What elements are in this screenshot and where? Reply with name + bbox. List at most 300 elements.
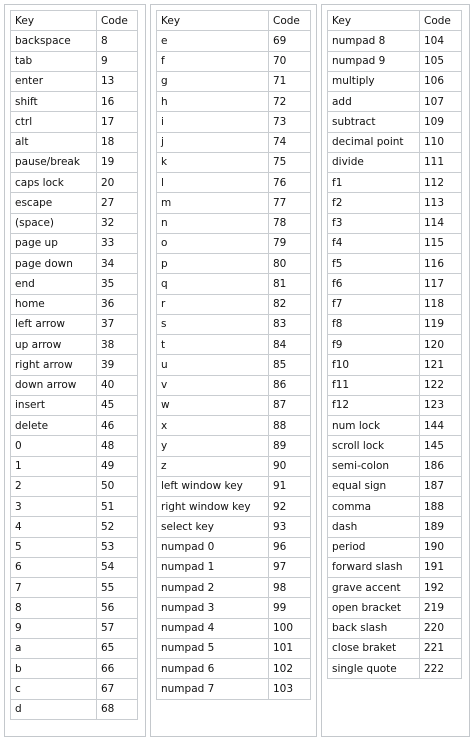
- key-name-cell: x: [157, 416, 269, 436]
- table-row: [11, 213, 138, 233]
- key-name-cell: e: [157, 31, 269, 51]
- key-code-cell: 192: [420, 578, 462, 598]
- table-row: [157, 355, 311, 375]
- key-name-cell: l: [157, 173, 269, 193]
- table-row: [157, 436, 311, 456]
- key-name-cell: (space): [11, 213, 97, 233]
- key-code-cell: 121: [420, 355, 462, 375]
- table-row: [11, 173, 138, 193]
- table-row: [328, 294, 462, 314]
- key-code-cell: 17: [97, 112, 138, 132]
- table-row: [328, 51, 462, 71]
- key-name-cell: f: [157, 51, 269, 71]
- key-code-cell: 75: [269, 152, 311, 172]
- key-code-cell: 187: [420, 476, 462, 496]
- key-name-cell: down arrow: [11, 375, 97, 395]
- key-code-cell: 98: [269, 578, 311, 598]
- key-name-cell: f10: [328, 355, 420, 375]
- table-row: [11, 497, 138, 517]
- key-code-cell: 72: [269, 92, 311, 112]
- table-row: [157, 173, 311, 193]
- table-row: [157, 497, 311, 517]
- key-code-cell: 113: [420, 193, 462, 213]
- key-name-cell: insert: [11, 395, 97, 415]
- table-row: [328, 497, 462, 517]
- table-row: [328, 578, 462, 598]
- key-code-cell: 18: [97, 132, 138, 152]
- table-row: [11, 335, 138, 355]
- table-row: [328, 375, 462, 395]
- table-row: [157, 537, 311, 557]
- table-row: [328, 476, 462, 496]
- key-name-cell: f2: [328, 193, 420, 213]
- table-row: [11, 274, 138, 294]
- key-name-cell: k: [157, 152, 269, 172]
- table-row: [328, 254, 462, 274]
- key-name-cell: forward slash: [328, 557, 420, 577]
- table-row: [328, 213, 462, 233]
- key-code-cell: 51: [97, 497, 138, 517]
- key-code-cell: 219: [420, 598, 462, 618]
- key-code-cell: 104: [420, 31, 462, 51]
- key-name-cell: 0: [11, 436, 97, 456]
- key-name-cell: scroll lock: [328, 436, 420, 456]
- key-code-cell: 110: [420, 132, 462, 152]
- key-name-cell: g: [157, 71, 269, 91]
- key-name-cell: pause/break: [11, 152, 97, 172]
- key-code-cell: 19: [97, 152, 138, 172]
- table-row: [11, 618, 138, 638]
- key-code-cell: 190: [420, 537, 462, 557]
- key-name-cell: numpad 5: [157, 638, 269, 658]
- key-name-cell: ctrl: [11, 112, 97, 132]
- table-header-row: [157, 11, 311, 31]
- key-name-cell: 7: [11, 578, 97, 598]
- key-code-cell: 101: [269, 638, 311, 658]
- key-code-cell: 49: [97, 456, 138, 476]
- key-code-cell: 116: [420, 254, 462, 274]
- key-name-cell: page down: [11, 254, 97, 274]
- key-name-cell: back slash: [328, 618, 420, 638]
- table-row: [328, 638, 462, 658]
- key-name-cell: subtract: [328, 112, 420, 132]
- table-row: [11, 659, 138, 679]
- key-code-cell: 52: [97, 517, 138, 537]
- key-code-cell: 68: [97, 699, 138, 719]
- key-name-cell: single quote: [328, 659, 420, 679]
- table-row: [157, 375, 311, 395]
- key-name-cell: caps lock: [11, 173, 97, 193]
- key-name-cell: numpad 2: [157, 578, 269, 598]
- key-code-cell: 145: [420, 436, 462, 456]
- key-name-cell: home: [11, 294, 97, 314]
- table-row: [328, 71, 462, 91]
- key-name-cell: numpad 4: [157, 618, 269, 638]
- column-header-key: Key: [11, 11, 97, 31]
- key-name-cell: 2: [11, 476, 97, 496]
- table-row: [157, 517, 311, 537]
- key-code-cell: 88: [269, 416, 311, 436]
- keycode-table: [156, 10, 311, 700]
- key-name-cell: r: [157, 294, 269, 314]
- table-row: [328, 618, 462, 638]
- key-code-cell: 112: [420, 173, 462, 193]
- key-code-cell: 38: [97, 335, 138, 355]
- key-code-cell: 86: [269, 375, 311, 395]
- table-row: [328, 456, 462, 476]
- key-name-cell: f7: [328, 294, 420, 314]
- key-name-cell: m: [157, 193, 269, 213]
- key-name-cell: tab: [11, 51, 97, 71]
- key-code-cell: 96: [269, 537, 311, 557]
- key-code-cell: 90: [269, 456, 311, 476]
- key-name-cell: left window key: [157, 476, 269, 496]
- key-name-cell: numpad 1: [157, 557, 269, 577]
- key-code-cell: 73: [269, 112, 311, 132]
- table-row: [11, 375, 138, 395]
- key-code-cell: 67: [97, 679, 138, 699]
- table-row: [157, 152, 311, 172]
- key-name-cell: u: [157, 355, 269, 375]
- key-code-cell: 191: [420, 557, 462, 577]
- table-row: [328, 436, 462, 456]
- key-code-cell: 27: [97, 193, 138, 213]
- key-name-cell: d: [11, 699, 97, 719]
- key-code-cell: 85: [269, 355, 311, 375]
- key-code-cell: 105: [420, 51, 462, 71]
- table-row: [157, 557, 311, 577]
- table-row: [157, 638, 311, 658]
- key-code-cell: 8: [97, 31, 138, 51]
- table-row: [11, 679, 138, 699]
- table-row: [328, 659, 462, 679]
- key-code-cell: 78: [269, 213, 311, 233]
- key-code-cell: 122: [420, 375, 462, 395]
- table-row: [11, 132, 138, 152]
- key-name-cell: z: [157, 456, 269, 476]
- key-code-cell: 66: [97, 659, 138, 679]
- table-row: [328, 173, 462, 193]
- key-name-cell: numpad 9: [328, 51, 420, 71]
- key-code-cell: 71: [269, 71, 311, 91]
- key-name-cell: 1: [11, 456, 97, 476]
- table-row: [157, 213, 311, 233]
- keycode-panel-2: [150, 4, 317, 737]
- key-name-cell: add: [328, 92, 420, 112]
- table-row: [328, 314, 462, 334]
- table-row: [157, 193, 311, 213]
- key-name-cell: escape: [11, 193, 97, 213]
- table-row: [328, 537, 462, 557]
- key-code-cell: 50: [97, 476, 138, 496]
- key-code-cell: 100: [269, 618, 311, 638]
- table-row: [157, 92, 311, 112]
- key-code-cell: 39: [97, 355, 138, 375]
- table-row: [328, 557, 462, 577]
- key-name-cell: select key: [157, 517, 269, 537]
- keycode-table: [10, 10, 138, 720]
- keycode-table: [327, 10, 462, 679]
- key-name-cell: 5: [11, 537, 97, 557]
- key-name-cell: q: [157, 274, 269, 294]
- key-code-cell: 54: [97, 557, 138, 577]
- key-code-cell: 103: [269, 679, 311, 699]
- table-row: [11, 254, 138, 274]
- key-name-cell: comma: [328, 497, 420, 517]
- column-header-key: Key: [328, 11, 420, 31]
- key-name-cell: a: [11, 638, 97, 658]
- key-name-cell: o: [157, 233, 269, 253]
- key-code-cell: 109: [420, 112, 462, 132]
- table-row: [11, 416, 138, 436]
- table-row: [328, 112, 462, 132]
- key-name-cell: f5: [328, 254, 420, 274]
- key-code-cell: 9: [97, 51, 138, 71]
- column-header-code: Code: [97, 11, 138, 31]
- key-name-cell: h: [157, 92, 269, 112]
- table-row: [157, 618, 311, 638]
- table-row: [11, 193, 138, 213]
- key-name-cell: 9: [11, 618, 97, 638]
- key-name-cell: p: [157, 254, 269, 274]
- key-name-cell: numpad 3: [157, 598, 269, 618]
- key-code-cell: 83: [269, 314, 311, 334]
- key-code-cell: 55: [97, 578, 138, 598]
- column-header-code: Code: [420, 11, 462, 31]
- key-name-cell: shift: [11, 92, 97, 112]
- key-name-cell: delete: [11, 416, 97, 436]
- key-code-cell: 81: [269, 274, 311, 294]
- key-name-cell: open bracket: [328, 598, 420, 618]
- key-name-cell: s: [157, 314, 269, 334]
- key-name-cell: j: [157, 132, 269, 152]
- key-name-cell: page up: [11, 233, 97, 253]
- key-name-cell: c: [11, 679, 97, 699]
- key-code-cell: 56: [97, 598, 138, 618]
- key-code-cell: 118: [420, 294, 462, 314]
- table-row: [328, 193, 462, 213]
- key-name-cell: t: [157, 335, 269, 355]
- key-name-cell: f6: [328, 274, 420, 294]
- table-row: [157, 659, 311, 679]
- key-name-cell: right window key: [157, 497, 269, 517]
- key-name-cell: decimal point: [328, 132, 420, 152]
- table-row: [11, 699, 138, 719]
- table-row: [11, 436, 138, 456]
- table-row: [157, 274, 311, 294]
- key-code-cell: 222: [420, 659, 462, 679]
- key-code-cell: 189: [420, 517, 462, 537]
- column-header-key: Key: [157, 11, 269, 31]
- key-name-cell: n: [157, 213, 269, 233]
- key-code-cell: 65: [97, 638, 138, 658]
- table-row: [157, 112, 311, 132]
- key-code-cell: 79: [269, 233, 311, 253]
- key-code-cell: 35: [97, 274, 138, 294]
- key-code-cell: 188: [420, 497, 462, 517]
- key-code-cell: 45: [97, 395, 138, 415]
- table-row: [157, 31, 311, 51]
- key-name-cell: f4: [328, 233, 420, 253]
- key-code-cell: 93: [269, 517, 311, 537]
- table-row: [157, 416, 311, 436]
- key-code-cell: 89: [269, 436, 311, 456]
- key-name-cell: enter: [11, 71, 97, 91]
- key-code-cell: 107: [420, 92, 462, 112]
- table-row: [11, 517, 138, 537]
- key-name-cell: 4: [11, 517, 97, 537]
- key-code-cell: 36: [97, 294, 138, 314]
- key-name-cell: f11: [328, 375, 420, 395]
- key-code-cell: 102: [269, 659, 311, 679]
- table-row: [328, 132, 462, 152]
- table-header-row: [328, 11, 462, 31]
- table-row: [11, 71, 138, 91]
- key-code-cell: 220: [420, 618, 462, 638]
- key-name-cell: backspace: [11, 31, 97, 51]
- table-row: [328, 355, 462, 375]
- table-row: [328, 233, 462, 253]
- table-row: [11, 456, 138, 476]
- key-name-cell: divide: [328, 152, 420, 172]
- table-row: [328, 152, 462, 172]
- table-row: [157, 335, 311, 355]
- table-row: [157, 71, 311, 91]
- key-code-cell: 120: [420, 335, 462, 355]
- table-row: [157, 314, 311, 334]
- key-code-cell: 34: [97, 254, 138, 274]
- key-name-cell: y: [157, 436, 269, 456]
- key-code-cell: 92: [269, 497, 311, 517]
- key-code-cell: 82: [269, 294, 311, 314]
- table-row: [11, 395, 138, 415]
- table-row: [328, 274, 462, 294]
- key-name-cell: equal sign: [328, 476, 420, 496]
- table-row: [157, 679, 311, 699]
- key-code-cell: 57: [97, 618, 138, 638]
- key-name-cell: end: [11, 274, 97, 294]
- key-name-cell: up arrow: [11, 335, 97, 355]
- key-code-cell: 70: [269, 51, 311, 71]
- key-name-cell: multiply: [328, 71, 420, 91]
- table-row: [328, 31, 462, 51]
- table-row: [157, 254, 311, 274]
- key-code-cell: 76: [269, 173, 311, 193]
- key-code-cell: 33: [97, 233, 138, 253]
- table-row: [11, 557, 138, 577]
- key-name-cell: right arrow: [11, 355, 97, 375]
- table-row: [11, 598, 138, 618]
- key-code-cell: 84: [269, 335, 311, 355]
- key-code-cell: 69: [269, 31, 311, 51]
- key-code-cell: 37: [97, 314, 138, 334]
- key-name-cell: 3: [11, 497, 97, 517]
- key-code-cell: 77: [269, 193, 311, 213]
- table-row: [11, 112, 138, 132]
- key-code-cell: 80: [269, 254, 311, 274]
- table-row: [11, 537, 138, 557]
- table-row: [11, 294, 138, 314]
- key-name-cell: semi-colon: [328, 456, 420, 476]
- keycode-panel-3: [321, 4, 470, 737]
- key-name-cell: numpad 0: [157, 537, 269, 557]
- key-code-cell: 144: [420, 416, 462, 436]
- key-code-cell: 16: [97, 92, 138, 112]
- key-code-cell: 119: [420, 314, 462, 334]
- key-code-cell: 97: [269, 557, 311, 577]
- key-code-cell: 114: [420, 213, 462, 233]
- key-code-cell: 74: [269, 132, 311, 152]
- key-name-cell: f3: [328, 213, 420, 233]
- table-row: [11, 476, 138, 496]
- table-header-row: [11, 11, 138, 31]
- table-row: [11, 152, 138, 172]
- key-code-cell: 99: [269, 598, 311, 618]
- key-code-cell: 46: [97, 416, 138, 436]
- table-row: [157, 395, 311, 415]
- key-name-cell: period: [328, 537, 420, 557]
- keycode-panel-1: [4, 4, 146, 737]
- table-row: [11, 355, 138, 375]
- key-code-cell: 117: [420, 274, 462, 294]
- table-row: [157, 598, 311, 618]
- key-name-cell: f12: [328, 395, 420, 415]
- table-row: [328, 395, 462, 415]
- table-row: [328, 92, 462, 112]
- key-name-cell: f8: [328, 314, 420, 334]
- key-code-cell: 186: [420, 456, 462, 476]
- key-name-cell: numpad 6: [157, 659, 269, 679]
- table-row: [157, 51, 311, 71]
- key-name-cell: f9: [328, 335, 420, 355]
- table-row: [11, 314, 138, 334]
- key-code-cell: 48: [97, 436, 138, 456]
- table-row: [11, 233, 138, 253]
- key-code-cell: 20: [97, 173, 138, 193]
- key-code-cell: 87: [269, 395, 311, 415]
- key-name-cell: alt: [11, 132, 97, 152]
- table-row: [157, 578, 311, 598]
- key-name-cell: f1: [328, 173, 420, 193]
- key-name-cell: b: [11, 659, 97, 679]
- table-row: [11, 92, 138, 112]
- table-row: [328, 517, 462, 537]
- key-name-cell: dash: [328, 517, 420, 537]
- key-code-cell: 106: [420, 71, 462, 91]
- key-code-cell: 111: [420, 152, 462, 172]
- key-code-cell: 13: [97, 71, 138, 91]
- key-name-cell: left arrow: [11, 314, 97, 334]
- key-name-cell: close braket: [328, 638, 420, 658]
- key-code-cell: 32: [97, 213, 138, 233]
- key-code-cell: 53: [97, 537, 138, 557]
- table-row: [157, 132, 311, 152]
- table-row: [328, 598, 462, 618]
- table-row: [157, 476, 311, 496]
- key-name-cell: num lock: [328, 416, 420, 436]
- key-code-cell: 123: [420, 395, 462, 415]
- key-code-cell: 115: [420, 233, 462, 253]
- table-row: [11, 578, 138, 598]
- key-name-cell: numpad 7: [157, 679, 269, 699]
- table-row: [11, 31, 138, 51]
- column-header-code: Code: [269, 11, 311, 31]
- key-name-cell: v: [157, 375, 269, 395]
- table-row: [11, 638, 138, 658]
- key-name-cell: 6: [11, 557, 97, 577]
- key-name-cell: 8: [11, 598, 97, 618]
- key-code-cell: 40: [97, 375, 138, 395]
